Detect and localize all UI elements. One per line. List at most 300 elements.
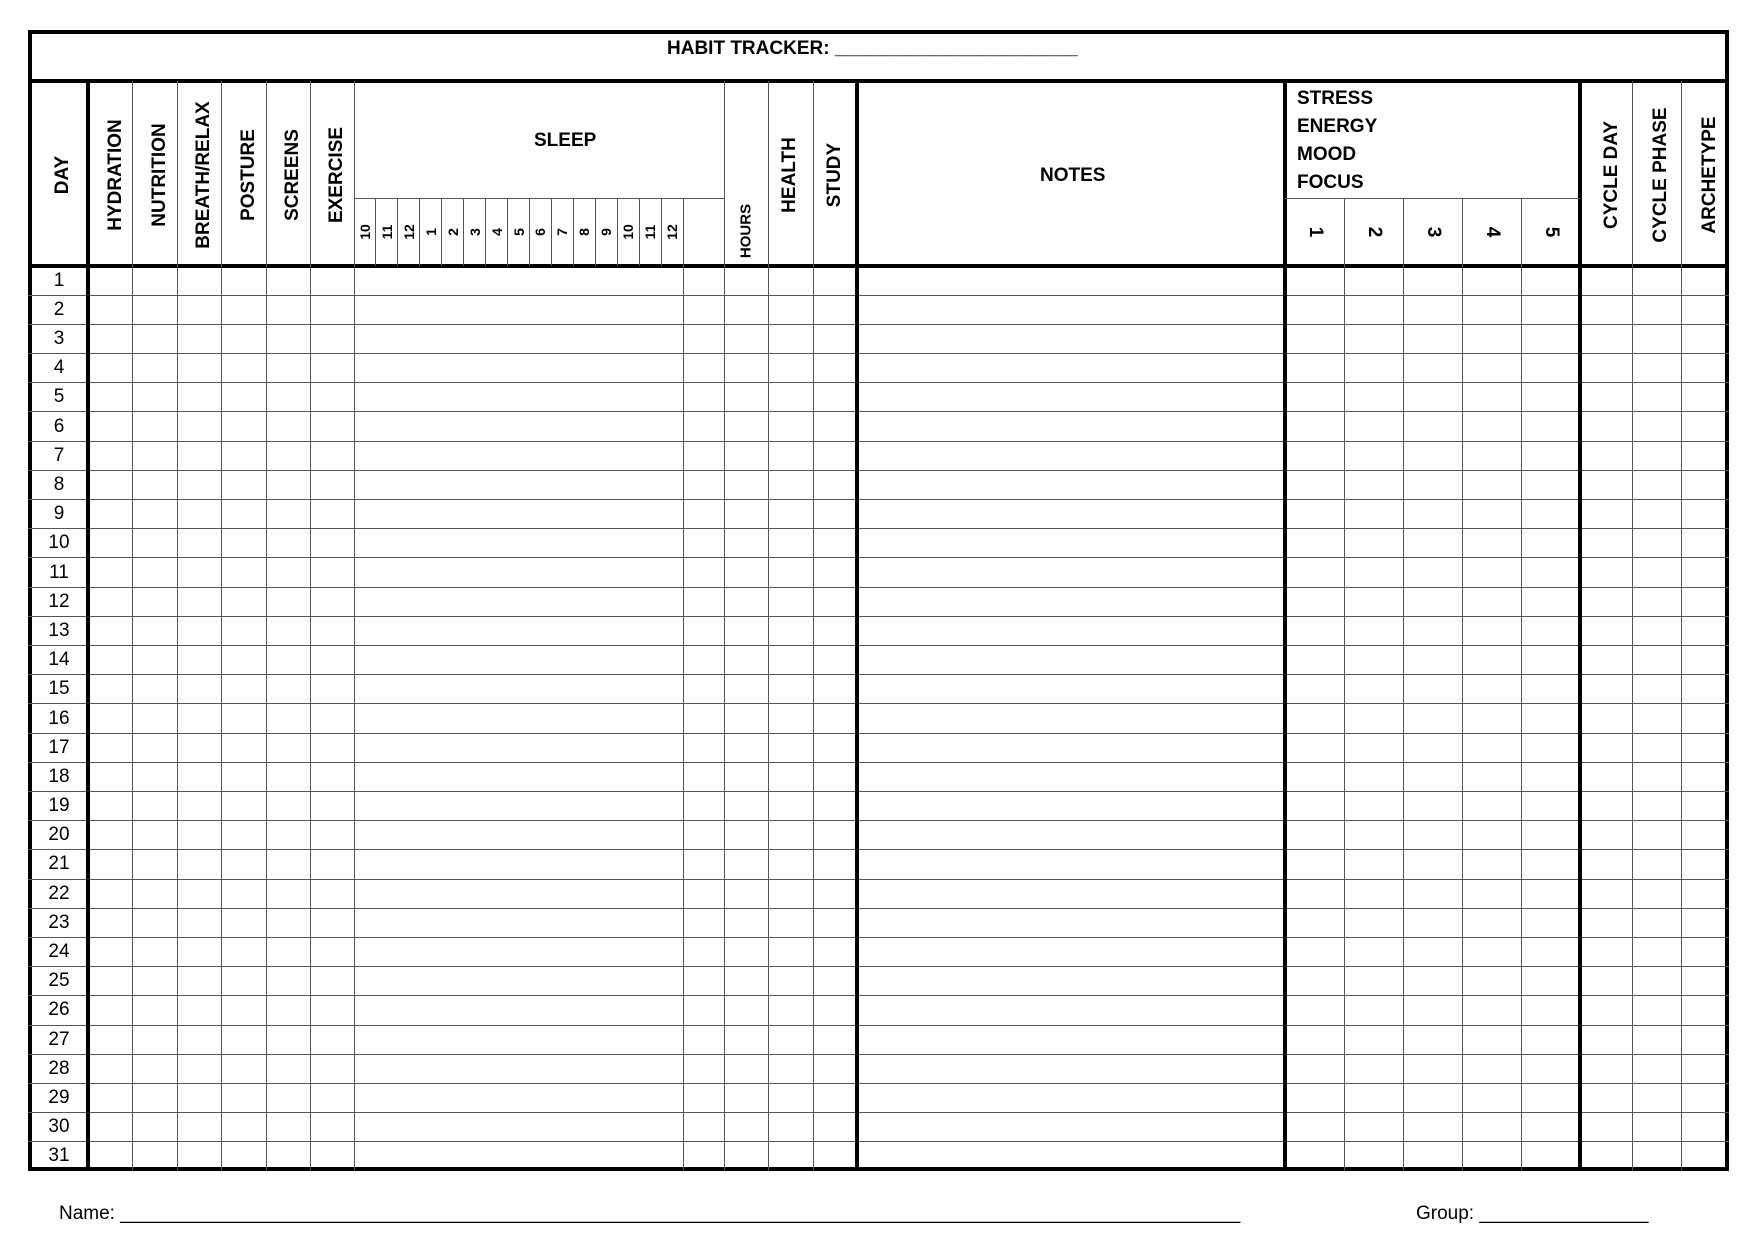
rating-3-cell[interactable] <box>1405 296 1460 323</box>
cycle-phase-cell[interactable] <box>1634 851 1679 878</box>
rating-5-cell[interactable] <box>1523 617 1578 644</box>
cycle-phase-cell[interactable] <box>1634 1143 1679 1170</box>
nutrition-cell[interactable] <box>134 530 175 557</box>
notes-cell[interactable] <box>859 530 1283 557</box>
breath-relax-cell[interactable] <box>179 267 219 294</box>
cycle-phase-cell[interactable] <box>1634 1055 1679 1082</box>
sleep-hours-cell[interactable] <box>685 997 722 1024</box>
notes-cell[interactable] <box>859 1114 1283 1141</box>
posture-cell[interactable] <box>223 355 264 382</box>
rating-2-cell[interactable] <box>1346 501 1401 528</box>
screens-cell[interactable] <box>268 617 308 644</box>
hydration-cell[interactable] <box>90 1114 130 1141</box>
notes-cell[interactable] <box>859 997 1283 1024</box>
nutrition-cell[interactable] <box>134 267 175 294</box>
health-cell[interactable] <box>726 792 766 819</box>
rating-4-cell[interactable] <box>1464 471 1519 498</box>
cycle-day-cell[interactable] <box>1582 384 1630 411</box>
posture-cell[interactable] <box>223 938 264 965</box>
rating-4-cell[interactable] <box>1464 1114 1519 1141</box>
study-cell[interactable] <box>770 1143 811 1170</box>
screens-cell[interactable] <box>268 676 308 703</box>
rating-4-cell[interactable] <box>1464 968 1519 995</box>
breath-relax-cell[interactable] <box>179 997 219 1024</box>
nutrition-cell[interactable] <box>134 880 175 907</box>
sleep-hours-cell[interactable] <box>685 617 722 644</box>
rating-2-cell[interactable] <box>1346 1084 1401 1111</box>
study-cell[interactable] <box>770 501 811 528</box>
rating-1-cell[interactable] <box>1287 968 1342 995</box>
rating-4-cell[interactable] <box>1464 384 1519 411</box>
rating-1-cell[interactable] <box>1287 267 1342 294</box>
rating-3-cell[interactable] <box>1405 413 1460 440</box>
health-cell[interactable] <box>726 647 766 674</box>
nutrition-cell[interactable] <box>134 909 175 936</box>
health-cell[interactable] <box>726 355 766 382</box>
study-cell[interactable] <box>770 267 811 294</box>
exercise-cell[interactable] <box>312 938 352 965</box>
archetype-cell[interactable] <box>1683 938 1727 965</box>
sleep-cell[interactable] <box>356 734 681 761</box>
rating-4-cell[interactable] <box>1464 1055 1519 1082</box>
rating-2-cell[interactable] <box>1346 1026 1401 1053</box>
study-cell[interactable] <box>770 705 811 732</box>
sleep-cell[interactable] <box>356 1055 681 1082</box>
hydration-cell[interactable] <box>90 909 130 936</box>
sleep-hours-cell[interactable] <box>685 296 722 323</box>
breath-relax-cell[interactable] <box>179 355 219 382</box>
cycle-day-cell[interactable] <box>1582 705 1630 732</box>
rating-5-cell[interactable] <box>1523 880 1578 907</box>
archetype-cell[interactable] <box>1683 267 1727 294</box>
hydration-cell[interactable] <box>90 822 130 849</box>
cycle-phase-cell[interactable] <box>1634 442 1679 469</box>
archetype-cell[interactable] <box>1683 1114 1727 1141</box>
exercise-cell[interactable] <box>312 851 352 878</box>
study-cell[interactable] <box>770 676 811 703</box>
notes-cell[interactable] <box>859 647 1283 674</box>
rating-1-cell[interactable] <box>1287 559 1342 586</box>
breath-relax-cell[interactable] <box>179 792 219 819</box>
rating-1-cell[interactable] <box>1287 997 1342 1024</box>
exercise-cell[interactable] <box>312 1084 352 1111</box>
sleep-cell[interactable] <box>356 355 681 382</box>
breath-relax-cell[interactable] <box>179 1026 219 1053</box>
cycle-day-cell[interactable] <box>1582 997 1630 1024</box>
rating-1-cell[interactable] <box>1287 880 1342 907</box>
sleep-cell[interactable] <box>356 530 681 557</box>
sleep-hours-cell[interactable] <box>685 822 722 849</box>
exercise-cell[interactable] <box>312 384 352 411</box>
screens-cell[interactable] <box>268 1055 308 1082</box>
rating-5-cell[interactable] <box>1523 413 1578 440</box>
rating-2-cell[interactable] <box>1346 442 1401 469</box>
sleep-hours-cell[interactable] <box>685 909 722 936</box>
rating-2-cell[interactable] <box>1346 997 1401 1024</box>
rating-4-cell[interactable] <box>1464 938 1519 965</box>
hydration-cell[interactable] <box>90 559 130 586</box>
rating-3-cell[interactable] <box>1405 501 1460 528</box>
cycle-day-cell[interactable] <box>1582 1114 1630 1141</box>
notes-cell[interactable] <box>859 968 1283 995</box>
rating-1-cell[interactable] <box>1287 1143 1342 1170</box>
cycle-phase-cell[interactable] <box>1634 792 1679 819</box>
health-cell[interactable] <box>726 442 766 469</box>
archetype-cell[interactable] <box>1683 413 1727 440</box>
exercise-cell[interactable] <box>312 530 352 557</box>
study-cell[interactable] <box>770 617 811 644</box>
rating-3-cell[interactable] <box>1405 617 1460 644</box>
cycle-day-cell[interactable] <box>1582 734 1630 761</box>
archetype-cell[interactable] <box>1683 763 1727 790</box>
nutrition-cell[interactable] <box>134 1084 175 1111</box>
health-cell[interactable] <box>726 588 766 615</box>
study-cell[interactable] <box>770 792 811 819</box>
notes-cell[interactable] <box>859 355 1283 382</box>
breath-relax-cell[interactable] <box>179 384 219 411</box>
rating-2-cell[interactable] <box>1346 1143 1401 1170</box>
rating-2-cell[interactable] <box>1346 355 1401 382</box>
sleep-hours-cell[interactable] <box>685 792 722 819</box>
health-cell[interactable] <box>726 1084 766 1111</box>
sleep-cell[interactable] <box>356 676 681 703</box>
sleep-cell[interactable] <box>356 1026 681 1053</box>
sleep-hours-cell[interactable] <box>685 1026 722 1053</box>
rating-5-cell[interactable] <box>1523 968 1578 995</box>
rating-4-cell[interactable] <box>1464 617 1519 644</box>
archetype-cell[interactable] <box>1683 734 1727 761</box>
archetype-cell[interactable] <box>1683 559 1727 586</box>
health-cell[interactable] <box>726 1114 766 1141</box>
cycle-phase-cell[interactable] <box>1634 676 1679 703</box>
rating-5-cell[interactable] <box>1523 1055 1578 1082</box>
hydration-cell[interactable] <box>90 442 130 469</box>
hydration-cell[interactable] <box>90 792 130 819</box>
exercise-cell[interactable] <box>312 997 352 1024</box>
screens-cell[interactable] <box>268 530 308 557</box>
rating-2-cell[interactable] <box>1346 413 1401 440</box>
posture-cell[interactable] <box>223 1143 264 1170</box>
rating-5-cell[interactable] <box>1523 442 1578 469</box>
rating-5-cell[interactable] <box>1523 267 1578 294</box>
screens-cell[interactable] <box>268 968 308 995</box>
sleep-cell[interactable] <box>356 997 681 1024</box>
study-cell[interactable] <box>770 471 811 498</box>
health-cell[interactable] <box>726 471 766 498</box>
rating-2-cell[interactable] <box>1346 734 1401 761</box>
health-cell[interactable] <box>726 413 766 440</box>
cycle-day-cell[interactable] <box>1582 267 1630 294</box>
sleep-hours-cell[interactable] <box>685 267 722 294</box>
study-cell[interactable] <box>770 559 811 586</box>
cycle-phase-cell[interactable] <box>1634 559 1679 586</box>
breath-relax-cell[interactable] <box>179 325 219 352</box>
posture-cell[interactable] <box>223 530 264 557</box>
breath-relax-cell[interactable] <box>179 501 219 528</box>
notes-cell[interactable] <box>859 705 1283 732</box>
rating-2-cell[interactable] <box>1346 617 1401 644</box>
cycle-day-cell[interactable] <box>1582 938 1630 965</box>
screens-cell[interactable] <box>268 851 308 878</box>
screens-cell[interactable] <box>268 559 308 586</box>
rating-2-cell[interactable] <box>1346 267 1401 294</box>
rating-1-cell[interactable] <box>1287 734 1342 761</box>
rating-4-cell[interactable] <box>1464 267 1519 294</box>
exercise-cell[interactable] <box>312 471 352 498</box>
health-cell[interactable] <box>726 384 766 411</box>
sleep-cell[interactable] <box>356 909 681 936</box>
archetype-cell[interactable] <box>1683 968 1727 995</box>
posture-cell[interactable] <box>223 384 264 411</box>
rating-5-cell[interactable] <box>1523 909 1578 936</box>
sleep-cell[interactable] <box>356 617 681 644</box>
sleep-cell[interactable] <box>356 442 681 469</box>
breath-relax-cell[interactable] <box>179 676 219 703</box>
health-cell[interactable] <box>726 851 766 878</box>
rating-2-cell[interactable] <box>1346 822 1401 849</box>
posture-cell[interactable] <box>223 1084 264 1111</box>
posture-cell[interactable] <box>223 588 264 615</box>
rating-3-cell[interactable] <box>1405 1114 1460 1141</box>
rating-4-cell[interactable] <box>1464 530 1519 557</box>
exercise-cell[interactable] <box>312 1055 352 1082</box>
rating-4-cell[interactable] <box>1464 647 1519 674</box>
cycle-day-cell[interactable] <box>1582 909 1630 936</box>
rating-1-cell[interactable] <box>1287 705 1342 732</box>
breath-relax-cell[interactable] <box>179 1114 219 1141</box>
study-cell[interactable] <box>770 938 811 965</box>
sleep-cell[interactable] <box>356 471 681 498</box>
hydration-cell[interactable] <box>90 384 130 411</box>
rating-1-cell[interactable] <box>1287 676 1342 703</box>
notes-cell[interactable] <box>859 413 1283 440</box>
cycle-phase-cell[interactable] <box>1634 647 1679 674</box>
nutrition-cell[interactable] <box>134 559 175 586</box>
rating-2-cell[interactable] <box>1346 530 1401 557</box>
cycle-day-cell[interactable] <box>1582 588 1630 615</box>
rating-2-cell[interactable] <box>1346 763 1401 790</box>
sleep-cell[interactable] <box>356 325 681 352</box>
rating-2-cell[interactable] <box>1346 909 1401 936</box>
exercise-cell[interactable] <box>312 676 352 703</box>
health-cell[interactable] <box>726 822 766 849</box>
rating-3-cell[interactable] <box>1405 880 1460 907</box>
screens-cell[interactable] <box>268 1084 308 1111</box>
exercise-cell[interactable] <box>312 442 352 469</box>
notes-cell[interactable] <box>859 325 1283 352</box>
rating-3-cell[interactable] <box>1405 763 1460 790</box>
cycle-phase-cell[interactable] <box>1634 1084 1679 1111</box>
sleep-hours-cell[interactable] <box>685 559 722 586</box>
exercise-cell[interactable] <box>312 763 352 790</box>
sleep-cell[interactable] <box>356 384 681 411</box>
rating-5-cell[interactable] <box>1523 325 1578 352</box>
health-cell[interactable] <box>726 705 766 732</box>
notes-cell[interactable] <box>859 734 1283 761</box>
rating-3-cell[interactable] <box>1405 792 1460 819</box>
archetype-cell[interactable] <box>1683 909 1727 936</box>
cycle-day-cell[interactable] <box>1582 851 1630 878</box>
hydration-cell[interactable] <box>90 763 130 790</box>
cycle-day-cell[interactable] <box>1582 617 1630 644</box>
screens-cell[interactable] <box>268 1026 308 1053</box>
screens-cell[interactable] <box>268 267 308 294</box>
screens-cell[interactable] <box>268 880 308 907</box>
rating-1-cell[interactable] <box>1287 588 1342 615</box>
posture-cell[interactable] <box>223 763 264 790</box>
cycle-day-cell[interactable] <box>1582 968 1630 995</box>
nutrition-cell[interactable] <box>134 384 175 411</box>
rating-4-cell[interactable] <box>1464 705 1519 732</box>
rating-5-cell[interactable] <box>1523 705 1578 732</box>
breath-relax-cell[interactable] <box>179 968 219 995</box>
notes-cell[interactable] <box>859 442 1283 469</box>
cycle-day-cell[interactable] <box>1582 325 1630 352</box>
archetype-cell[interactable] <box>1683 1143 1727 1170</box>
rating-5-cell[interactable] <box>1523 938 1578 965</box>
sleep-cell[interactable] <box>356 705 681 732</box>
rating-5-cell[interactable] <box>1523 734 1578 761</box>
nutrition-cell[interactable] <box>134 1026 175 1053</box>
rating-1-cell[interactable] <box>1287 296 1342 323</box>
sleep-hours-cell[interactable] <box>685 501 722 528</box>
hydration-cell[interactable] <box>90 1026 130 1053</box>
rating-3-cell[interactable] <box>1405 1084 1460 1111</box>
rating-5-cell[interactable] <box>1523 763 1578 790</box>
sleep-cell[interactable] <box>356 1143 681 1170</box>
health-cell[interactable] <box>726 734 766 761</box>
rating-1-cell[interactable] <box>1287 763 1342 790</box>
exercise-cell[interactable] <box>312 296 352 323</box>
archetype-cell[interactable] <box>1683 676 1727 703</box>
rating-4-cell[interactable] <box>1464 676 1519 703</box>
notes-cell[interactable] <box>859 267 1283 294</box>
cycle-phase-cell[interactable] <box>1634 471 1679 498</box>
rating-4-cell[interactable] <box>1464 588 1519 615</box>
rating-3-cell[interactable] <box>1405 530 1460 557</box>
health-cell[interactable] <box>726 1143 766 1170</box>
sleep-hours-cell[interactable] <box>685 1055 722 1082</box>
posture-cell[interactable] <box>223 1026 264 1053</box>
cycle-phase-cell[interactable] <box>1634 296 1679 323</box>
rating-5-cell[interactable] <box>1523 997 1578 1024</box>
study-cell[interactable] <box>770 325 811 352</box>
sleep-hours-cell[interactable] <box>685 763 722 790</box>
sleep-hours-cell[interactable] <box>685 880 722 907</box>
sleep-cell[interactable] <box>356 1084 681 1111</box>
study-cell[interactable] <box>770 763 811 790</box>
health-cell[interactable] <box>726 676 766 703</box>
study-cell[interactable] <box>770 530 811 557</box>
hydration-cell[interactable] <box>90 355 130 382</box>
notes-cell[interactable] <box>859 384 1283 411</box>
breath-relax-cell[interactable] <box>179 588 219 615</box>
notes-cell[interactable] <box>859 822 1283 849</box>
cycle-phase-cell[interactable] <box>1634 968 1679 995</box>
nutrition-cell[interactable] <box>134 968 175 995</box>
cycle-day-cell[interactable] <box>1582 471 1630 498</box>
notes-cell[interactable] <box>859 851 1283 878</box>
breath-relax-cell[interactable] <box>179 734 219 761</box>
hydration-cell[interactable] <box>90 1084 130 1111</box>
exercise-cell[interactable] <box>312 588 352 615</box>
archetype-cell[interactable] <box>1683 880 1727 907</box>
sleep-hours-cell[interactable] <box>685 1084 722 1111</box>
hydration-cell[interactable] <box>90 705 130 732</box>
hydration-cell[interactable] <box>90 997 130 1024</box>
sleep-cell[interactable] <box>356 968 681 995</box>
nutrition-cell[interactable] <box>134 676 175 703</box>
screens-cell[interactable] <box>268 325 308 352</box>
rating-1-cell[interactable] <box>1287 1114 1342 1141</box>
cycle-phase-cell[interactable] <box>1634 705 1679 732</box>
screens-cell[interactable] <box>268 1114 308 1141</box>
rating-3-cell[interactable] <box>1405 442 1460 469</box>
rating-5-cell[interactable] <box>1523 471 1578 498</box>
rating-5-cell[interactable] <box>1523 1143 1578 1170</box>
rating-2-cell[interactable] <box>1346 880 1401 907</box>
breath-relax-cell[interactable] <box>179 296 219 323</box>
nutrition-cell[interactable] <box>134 822 175 849</box>
exercise-cell[interactable] <box>312 968 352 995</box>
health-cell[interactable] <box>726 296 766 323</box>
screens-cell[interactable] <box>268 647 308 674</box>
health-cell[interactable] <box>726 1026 766 1053</box>
exercise-cell[interactable] <box>312 559 352 586</box>
health-cell[interactable] <box>726 530 766 557</box>
study-cell[interactable] <box>770 296 811 323</box>
cycle-phase-cell[interactable] <box>1634 617 1679 644</box>
exercise-cell[interactable] <box>312 1026 352 1053</box>
archetype-cell[interactable] <box>1683 1026 1727 1053</box>
study-cell[interactable] <box>770 1055 811 1082</box>
rating-3-cell[interactable] <box>1405 676 1460 703</box>
rating-4-cell[interactable] <box>1464 1143 1519 1170</box>
sleep-hours-cell[interactable] <box>685 1114 722 1141</box>
archetype-cell[interactable] <box>1683 822 1727 849</box>
health-cell[interactable] <box>726 559 766 586</box>
breath-relax-cell[interactable] <box>179 938 219 965</box>
sleep-cell[interactable] <box>356 559 681 586</box>
sleep-hours-cell[interactable] <box>685 968 722 995</box>
cycle-phase-cell[interactable] <box>1634 938 1679 965</box>
nutrition-cell[interactable] <box>134 734 175 761</box>
cycle-phase-cell[interactable] <box>1634 822 1679 849</box>
rating-1-cell[interactable] <box>1287 1055 1342 1082</box>
screens-cell[interactable] <box>268 909 308 936</box>
rating-4-cell[interactable] <box>1464 792 1519 819</box>
rating-1-cell[interactable] <box>1287 1084 1342 1111</box>
cycle-day-cell[interactable] <box>1582 1143 1630 1170</box>
archetype-cell[interactable] <box>1683 325 1727 352</box>
rating-1-cell[interactable] <box>1287 792 1342 819</box>
health-cell[interactable] <box>726 501 766 528</box>
rating-1-cell[interactable] <box>1287 471 1342 498</box>
screens-cell[interactable] <box>268 471 308 498</box>
rating-3-cell[interactable] <box>1405 705 1460 732</box>
cycle-phase-cell[interactable] <box>1634 267 1679 294</box>
rating-2-cell[interactable] <box>1346 705 1401 732</box>
rating-2-cell[interactable] <box>1346 792 1401 819</box>
cycle-day-cell[interactable] <box>1582 1084 1630 1111</box>
rating-3-cell[interactable] <box>1405 938 1460 965</box>
rating-5-cell[interactable] <box>1523 559 1578 586</box>
notes-cell[interactable] <box>859 763 1283 790</box>
archetype-cell[interactable] <box>1683 851 1727 878</box>
notes-cell[interactable] <box>859 676 1283 703</box>
sleep-cell[interactable] <box>356 792 681 819</box>
rating-4-cell[interactable] <box>1464 296 1519 323</box>
